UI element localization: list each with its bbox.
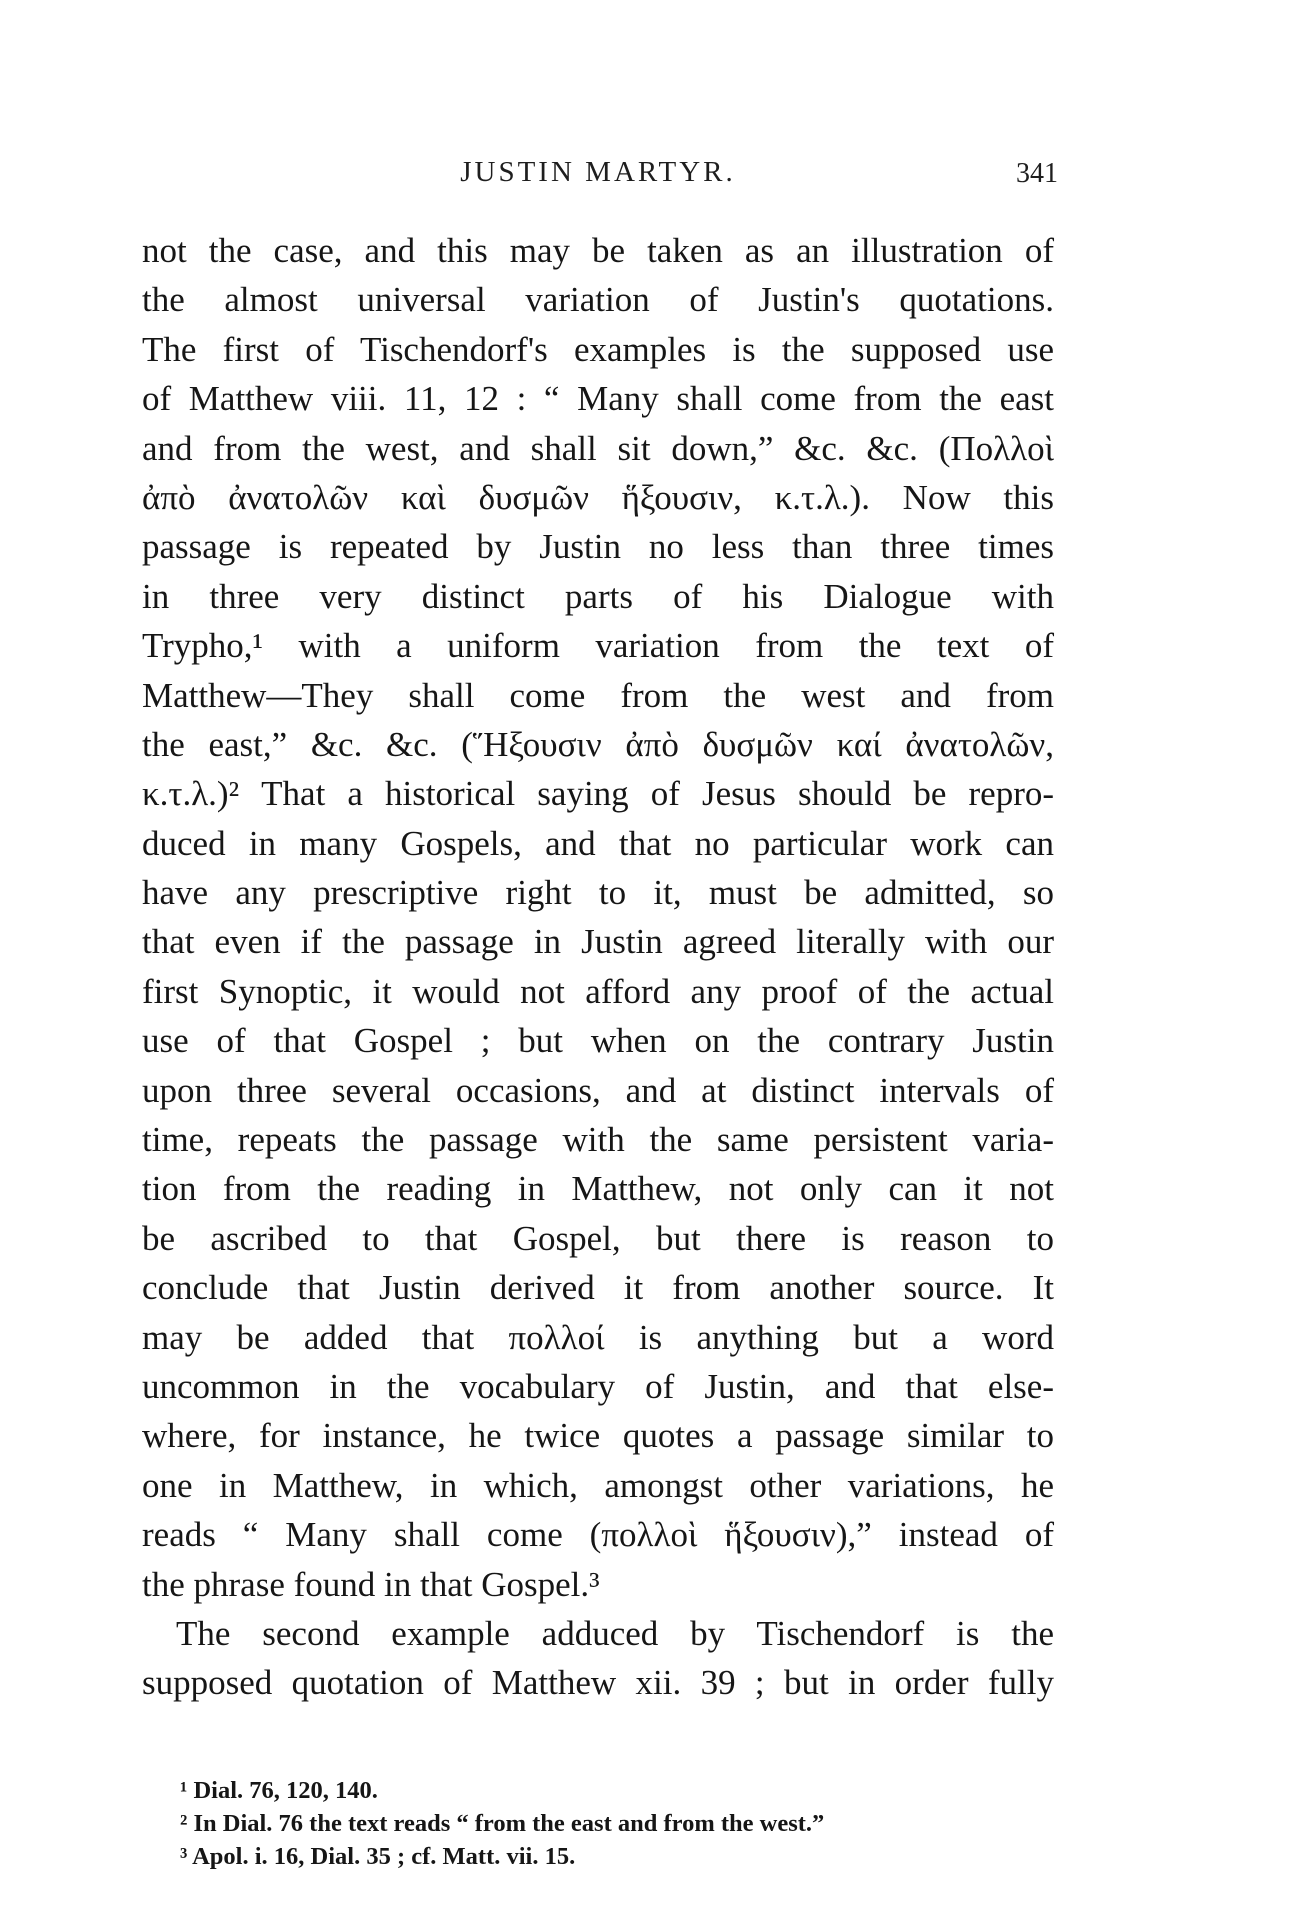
body-text: [142, 226, 1054, 1708]
text-line: the phrase found in that Gospel.³: [142, 1564, 600, 1604]
page-number: 341: [1016, 158, 1058, 189]
running-title: JUSTIN MARTYR.: [460, 156, 736, 188]
text-line: Trypho,¹ with a uniform variation from the text of: [142, 626, 1054, 666]
text-line: not the case, and this may be taken as an illustration of: [142, 231, 1054, 270]
text-line: upon three several occasions, and at distinct intervals of: [142, 1070, 1054, 1110]
text-line: one in Matthew, in which, amongst other variations, he: [142, 1465, 1054, 1505]
text-line: tion from the reading in Matthew, not only can it not: [142, 1169, 1054, 1209]
text-line: use of that Gospel ; but when on the contrary Justin: [142, 1021, 1054, 1061]
text-line: duced in many Gospels, and that no particular work can: [142, 823, 1054, 863]
text-line: uncommon in the vocabulary of Justin, and that else-: [142, 1366, 1054, 1406]
text-line: where, for instance, he twice quotes a passage similar to: [142, 1416, 1054, 1456]
text-line: The first of Tischendorf's examples is the supposed use: [142, 329, 1054, 369]
text-line: have any prescriptive right to it, must be admitted, so: [142, 873, 1054, 913]
text-line: The second example adduced by Tischendorf is the: [176, 1613, 1054, 1653]
text-line: be ascribed to that Gospel, but there is reason to: [142, 1218, 1054, 1258]
text-line: ἀπὸ ἀνατολῶν καὶ δυσμῶν ἥξουσιν, κ.τ.λ.). Now this: [142, 477, 1054, 517]
text-line: time, repeats the passage with the same persistent varia-: [142, 1120, 1054, 1160]
running-head: [138, 156, 1058, 196]
text-line: conclude that Justin derived it from another source. It: [142, 1268, 1054, 1308]
footnote: ³ Apol. i. 16, Dial. 35 ; cf. Matt. vii. 15.: [180, 1843, 576, 1870]
text-line: that even if the passage in Justin agreed literally with our: [142, 922, 1054, 962]
text-line: the almost universal variation of Justin's quotations.: [142, 280, 1054, 320]
text-line: Matthew—They shall come from the west and from: [142, 675, 1054, 715]
text-line: the east,” &c. &c. (Ἥξουσιν ἀπὸ δυσμῶν καί ἀνατολῶν,: [142, 724, 1054, 764]
footnotes: [180, 1774, 1040, 1873]
text-line: in three very distinct parts of his Dialogue with: [142, 576, 1054, 616]
text-line: passage is repeated by Justin no less than three times: [142, 527, 1054, 567]
text-line: and from the west, and shall sit down,” &c. &c. (Πολλοὶ: [142, 428, 1054, 468]
text-line: κ.τ.λ.)² That a historical saying of Jesus should be repro-: [142, 774, 1054, 814]
text-line: may be added that πολλοί is anything but a word: [142, 1317, 1054, 1357]
footnote: ² In Dial. 76 the text reads “ from the east and from the west.”: [180, 1810, 825, 1837]
text-line: supposed quotation of Matthew xii. 39 ; but in order fully: [142, 1663, 1054, 1703]
text-line: first Synoptic, it would not afford any proof of the actual: [142, 971, 1054, 1011]
footnote: ¹ Dial. 76, 120, 140.: [180, 1777, 378, 1804]
text-line: of Matthew viii. 11, 12 : “ Many shall come from the east: [142, 379, 1054, 419]
text-line: reads “ Many shall come (πολλοὶ ἥξουσιν),” instead of: [142, 1515, 1054, 1555]
